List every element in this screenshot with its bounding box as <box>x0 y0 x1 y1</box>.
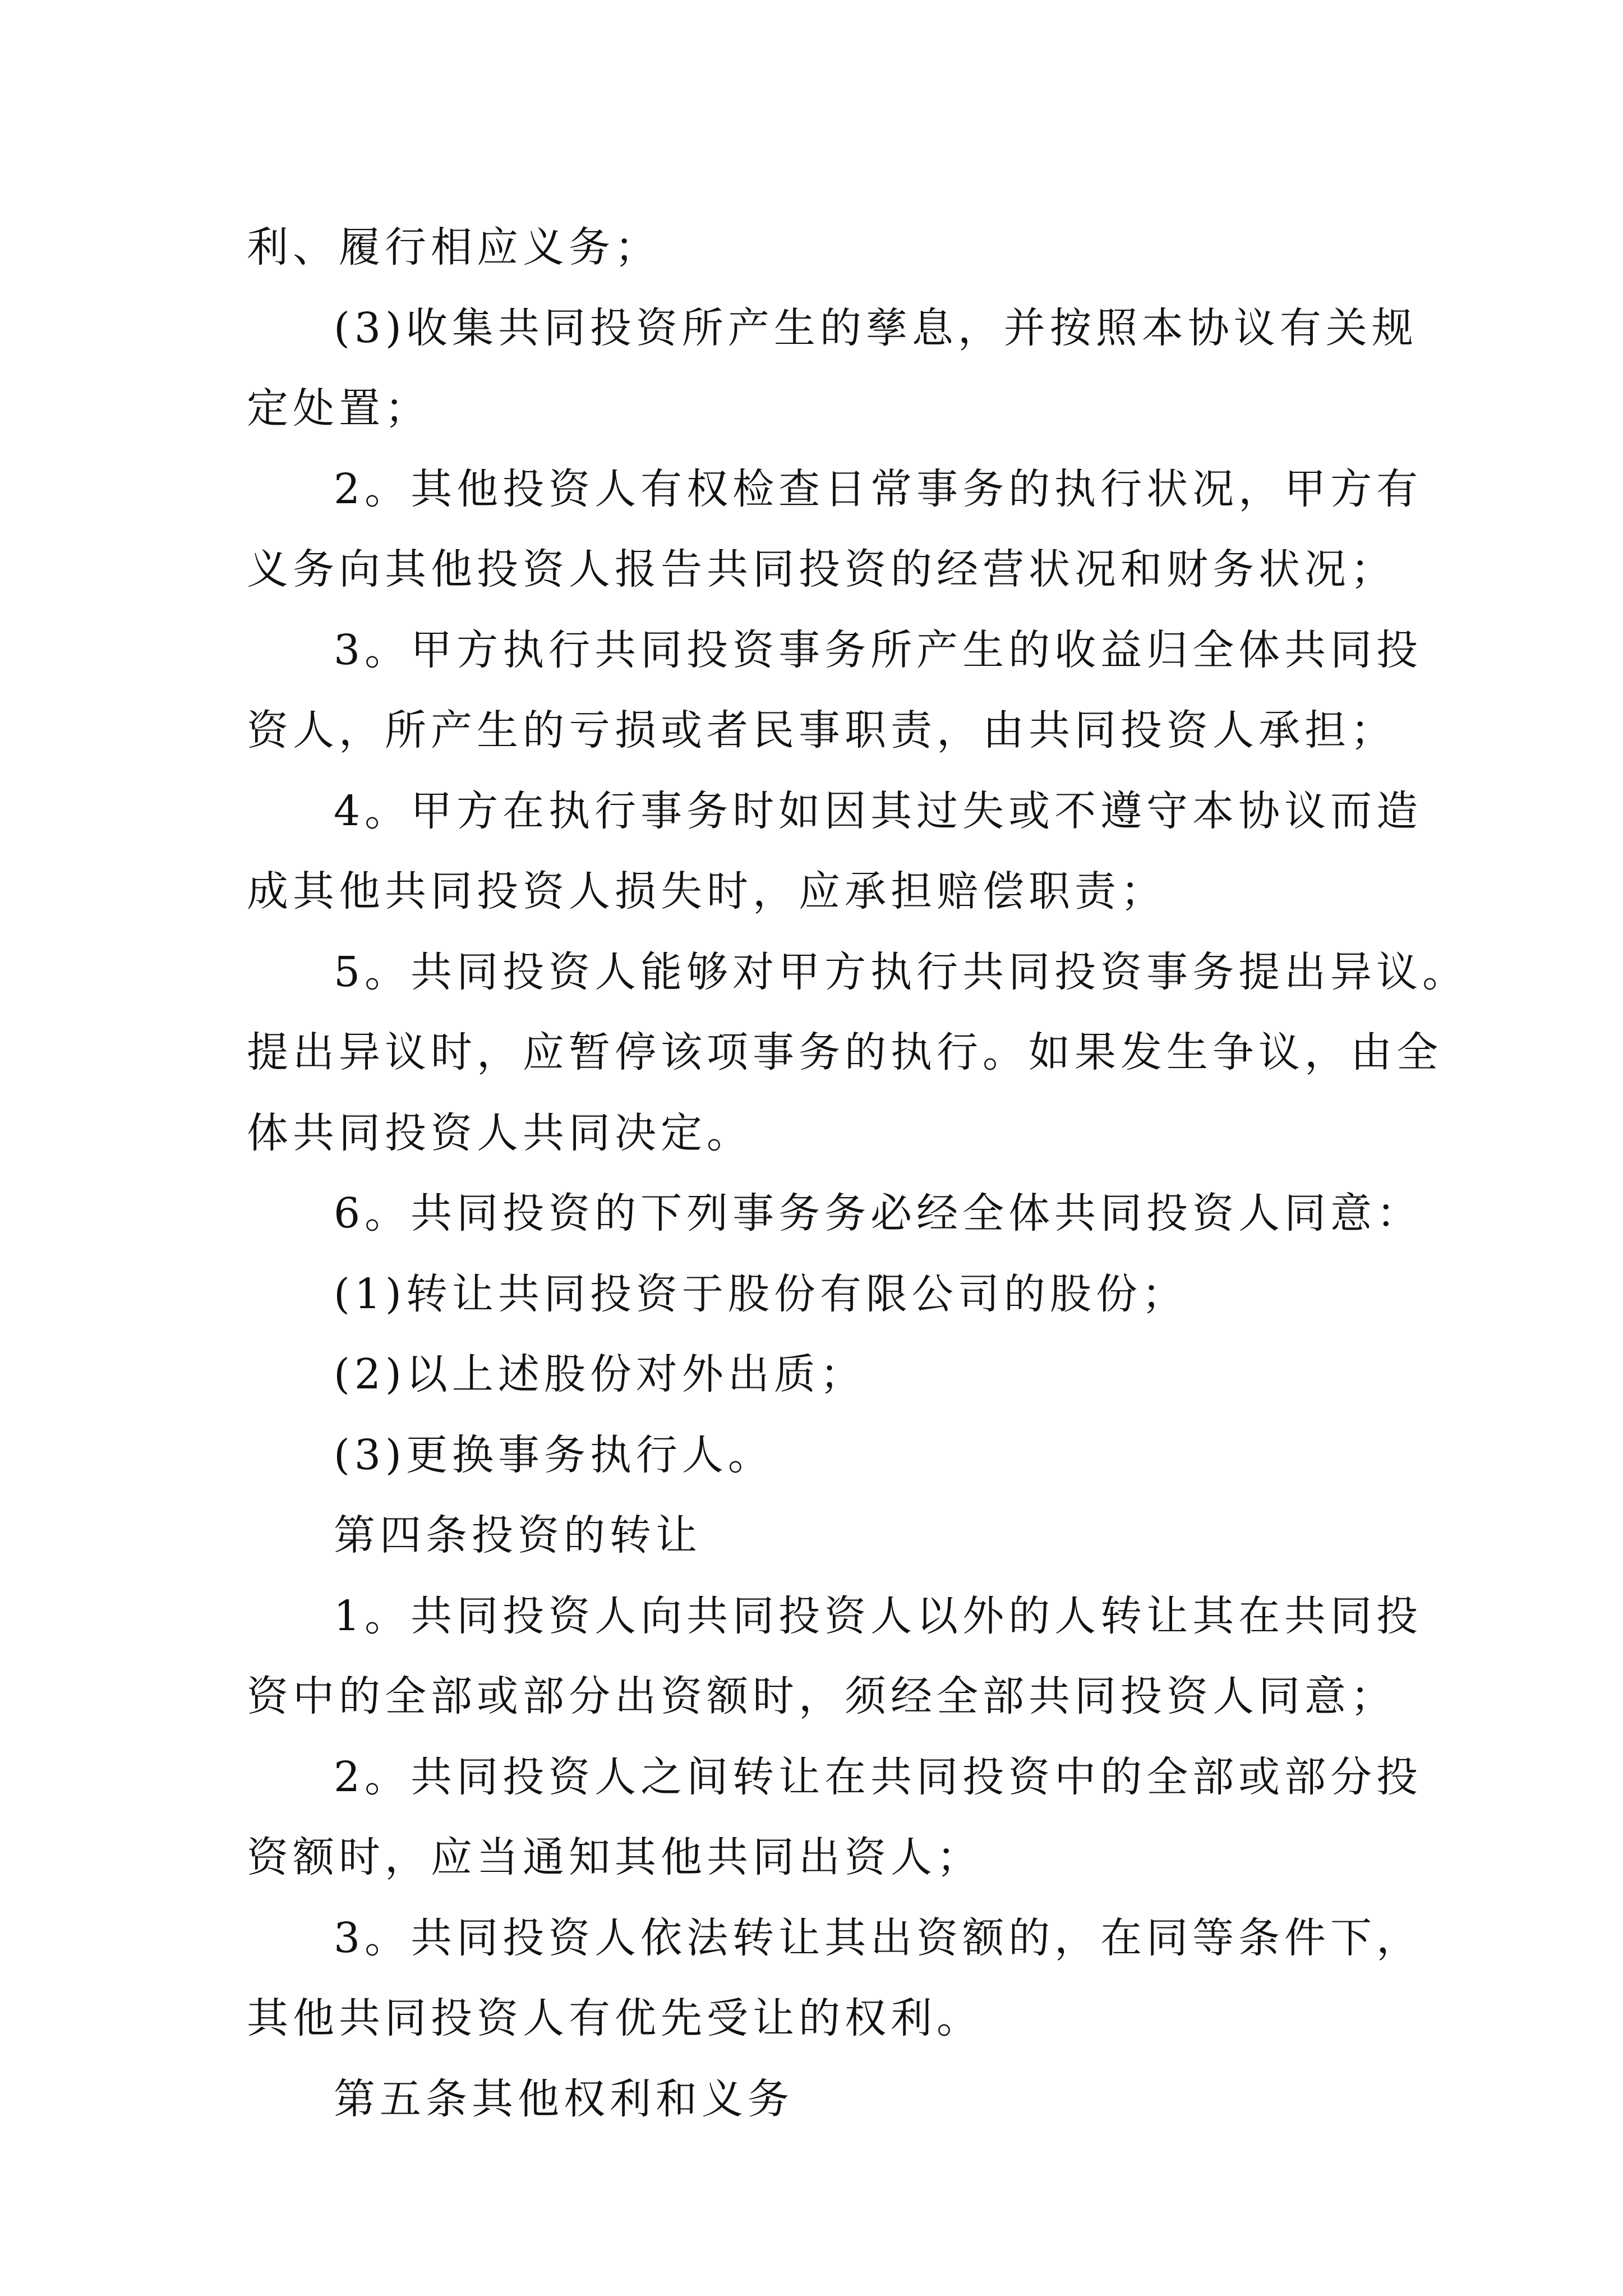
text-line: 提出异议时，应暂停该项事务的执行。如果发生争议，由全 <box>247 1028 1442 1076</box>
text-line: 资中的全部或部分出资额时，须经全部共同投资人同意； <box>247 1672 1396 1720</box>
text-line: (3)收集共同投资所产生的孳息，并按照本协议有关规 <box>334 303 1418 352</box>
text-line: 利、履行相应义务； <box>247 223 661 272</box>
section-heading: 第四条投资的转让 <box>334 1511 702 1559</box>
document-body <box>247 208 1469 2139</box>
text-line: 2。其他投资人有权检查日常事务的执行状况，甲方有 <box>334 464 1423 513</box>
text-line: 1。共同投资人向共同投资人以外的人转让其在共同投 <box>334 1591 1423 1640</box>
text-line: 义务向其他投资人报告共同投资的经营状况和财务状况； <box>247 545 1396 593</box>
text-line: 成其他共同投资人损失时，应承担赔偿职责； <box>247 867 1166 915</box>
text-line: 2。共同投资人之间转让在共同投资中的全部或部分投 <box>334 1752 1423 1801</box>
text-line: 5。共同投资人能够对甲方执行共同投资事务提出异议。 <box>334 947 1469 996</box>
text-line: 资额时，应当通知其他共同出资人； <box>247 1833 983 1881</box>
text-line: (1)转让共同投资于股份有限公司的股份； <box>334 1269 1188 1318</box>
text-line: (2)以上述股份对外出质； <box>334 1350 866 1398</box>
text-line: 6。共同投资的下列事务务必经全体共同投资人同意： <box>334 1189 1423 1237</box>
section-heading: 第五条其他权利和义务 <box>334 2074 794 2123</box>
text-line: 3。甲方执行共同投资事务所产生的收益归全体共同投 <box>334 625 1423 674</box>
text-line: 体共同投资人共同决定。 <box>247 1108 753 1157</box>
text-line: 资人，所产生的亏损或者民事职责，由共同投资人承担； <box>247 706 1396 754</box>
text-line: 定处置； <box>247 384 431 432</box>
text-line: (3)更换事务执行人。 <box>334 1430 774 1479</box>
text-line: 4。甲方在执行事务时如因其过失或不遵守本协议而造 <box>334 786 1423 835</box>
text-line: 其他共同投资人有优先受让的权利。 <box>247 1994 983 2042</box>
text-line: 3。共同投资人依法转让其出资额的，在同等条件下， <box>334 1913 1423 1962</box>
